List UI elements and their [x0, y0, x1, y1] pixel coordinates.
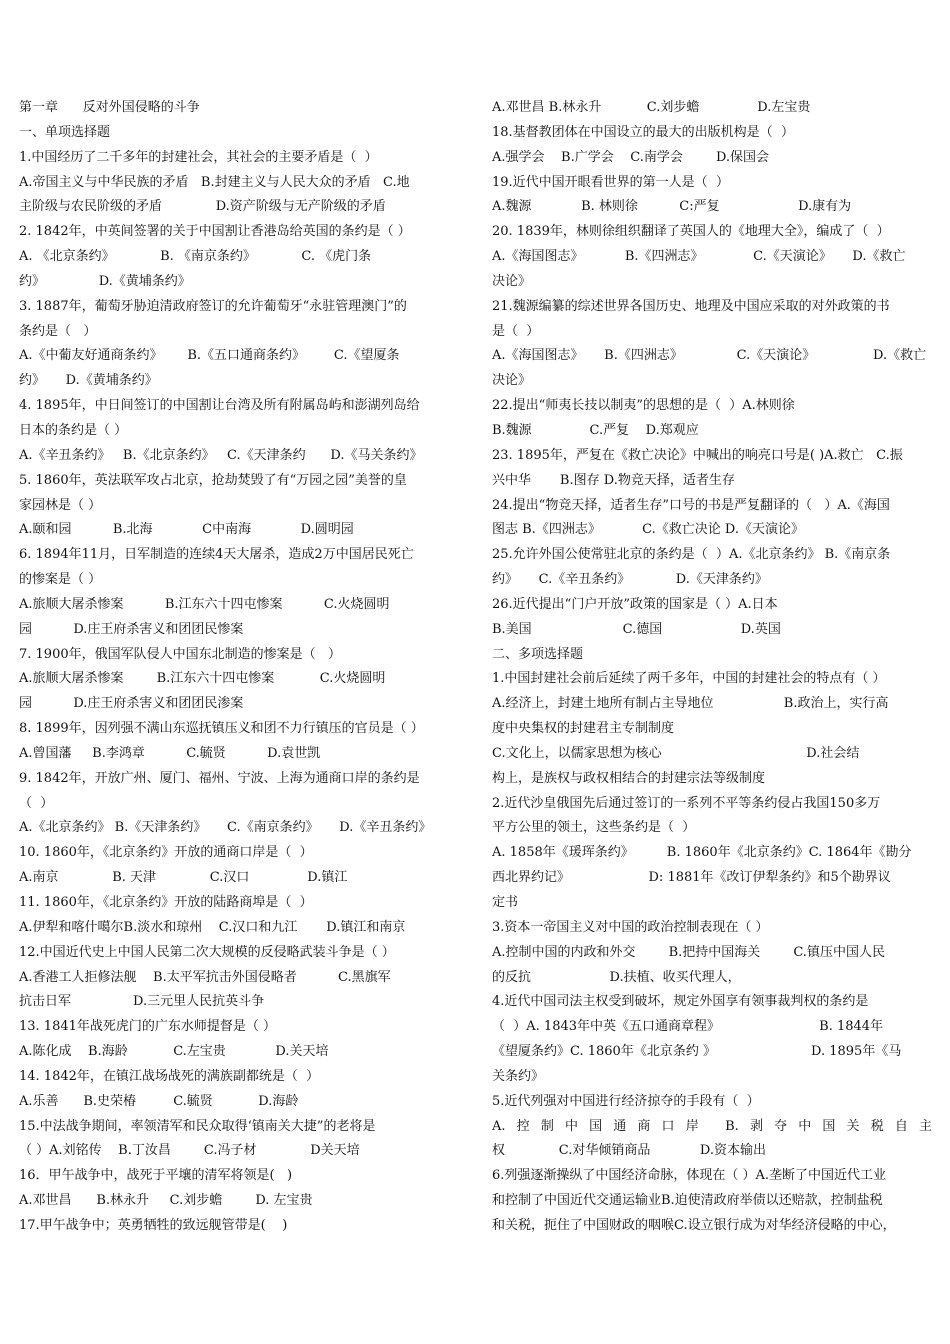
- text-line: A.《北京条约》 B.《天津条约》 C.《南京条约》 D.《辛丑条约》: [19, 820, 432, 836]
- text-line: （ ）A.刘铭传 B.丁汝昌 C.冯子材 D关天培: [19, 1143, 360, 1159]
- text-line: 3. 1887年，葡萄牙胁迫清政府签订的允许葡萄牙“永驻管理澳门”的: [19, 298, 407, 314]
- text-line: 20. 1839年，林则徐组织翻译了英国人的《地理大全》，编成了（ ）: [492, 224, 890, 240]
- text-line: （ ）A. 1843年中英《五口通商章程》 B. 1844年: [492, 1019, 884, 1035]
- text-line: 25.允许外国公使常驻北京的条约是（ ）A.《北京条约》 B.《南京条: [492, 547, 891, 563]
- text-line: 2. 1842年，中英间签署的关于中国割让香港岛给英国的条约是（ ）: [19, 224, 411, 240]
- text-line: 26.近代提出“门户开放”政策的国家是（ ）A.日本: [492, 596, 778, 612]
- text-line: 23. 1895年，严复在《救亡决论》中喊出的响亮口号是( )A.救亡 C.振: [492, 447, 903, 463]
- text-line: A.南京 B. 天津 C.汉口 D.镇江: [19, 870, 348, 886]
- text-line: 22.提出“师夷长技以制夷”的思想的是（ ）A.林则徐: [492, 398, 795, 414]
- text-line: 构上，是族权与政权相结合的封建宗法等级制度: [492, 770, 766, 786]
- text-line: 4.近代中国司法主权受到破坏，规定外国享有领事裁判权的条约是: [492, 994, 869, 1010]
- text-line: A. 《北京条约》 B. 《南京条约》 C. 《虎门条: [19, 249, 372, 265]
- text-line: A.《中葡友好通商条约》 B.《五口通商条约》 C.《望厦条: [19, 348, 400, 364]
- text-line: 15.中法战争期间，率领清军和民众取得‘镇南关大捷”的老将是: [19, 1118, 376, 1134]
- text-line: 关条约》: [492, 1068, 545, 1084]
- text-line: 6.列强逐渐操纵了中国经济命脉，体现在（ ）A.垄断了中国近代工业: [492, 1168, 887, 1184]
- text-line: 19.近代中国开眼看世界的第一人是（ ）: [492, 174, 729, 190]
- text-line: A.香港工人拒修法舰 B.太平军抗击外国侵略者 C.黑旗军: [19, 969, 391, 985]
- text-line: 《望厦条约》C. 1860年《北京条约 》 D. 1895年《马: [492, 1044, 902, 1060]
- text-line: A.帝国主义与中华民族的矛盾 B.封建主义与人民大众的矛盾 C.地: [19, 174, 410, 190]
- text-line: A.曾国藩 B.李鸿章 C.毓贤 D.袁世凯: [19, 745, 321, 761]
- left-column: [19, 96, 463, 1239]
- text-line: 4. 1895年，中日间签订的中国割让台湾及所有附属岛屿和澎湖列岛给: [19, 398, 420, 414]
- text-line: 的反抗 D.扶植、收买代理人，: [492, 969, 741, 985]
- text-line: A.《海国图志》 B.《四洲志》 C.《天演论》 D.《救亡: [492, 249, 906, 265]
- text-line: A.《辛丑条约》 B.《北京条约》 C.《天津条约 D.《马关条约》: [19, 447, 423, 463]
- text-line: 一、单项选择题: [19, 124, 111, 140]
- text-line: A.旅顺大屠杀惨案 B.江东六十四屯惨案 C.火烧圆明: [19, 596, 390, 612]
- text-line: 3.资本一帝国主义对中国的政治控制表现在（ ）: [492, 919, 769, 935]
- text-line: 西北界约记》 D: 1881年《改订伊犁条约》和5个勘界议: [492, 870, 891, 886]
- text-line: 和关税，扼住了中国财政的咽喉C.设立银行成为对华经济侵略的中心，: [492, 1217, 896, 1233]
- text-line: 园 D.庄王府杀害义和团团民渗案: [19, 696, 244, 712]
- text-line: 13. 1841年战死虎门的广东水师提督是（ ）: [19, 1019, 277, 1035]
- text-line: A.伊犁和喀什噶尔B.淡水和琼州 C.汉口和九江 D.镇江和南京: [19, 919, 406, 935]
- text-line: A.邓世昌 B.林永升 C.刘步蟾 D.左宝贵: [492, 100, 811, 115]
- text-line: 24.提出“物竞天择，适者生存”口号的书是严复翻译的（ ）A.《海国: [492, 497, 890, 513]
- text-line: A.邓世昌 B.林永升 C.刘步蟾 D. 左宝贵: [19, 1193, 313, 1209]
- text-line: A.陈化成 B.海龄 C.左宝贵 D.关天培: [19, 1044, 329, 1060]
- text-line: 兴中华 B.图存 D.物竞天择，适者生存: [492, 472, 735, 488]
- text-line: 9. 1842年，开放广州、厦门、福州、宁波、上海为通商口岸的条约是: [19, 770, 420, 786]
- text-line: A.乐善 B.史荣椿 C.毓贤 D.海龄: [19, 1093, 299, 1109]
- text-line: 17.甲午战争中；英勇牺牲的致远舰管带是( ): [19, 1217, 288, 1233]
- text-line: 7. 1900年，俄国军队侵人中国东北制造的惨案是（ ）: [19, 646, 342, 662]
- text-line: 1.中国经历了二千多年的封建社会，其社会的主要矛盾是（ ）: [19, 149, 378, 165]
- text-line: 的惨案是（ ）: [19, 572, 102, 588]
- text-line: （ ）: [19, 795, 54, 811]
- text-line: 图志 B.《四洲志》 C.《救亡决论 D.《天演论》: [492, 522, 804, 538]
- text-line: 12.中国近代史上中国人民第二次大规模的反侵略武装斗争是（ ）: [19, 944, 395, 960]
- text-line: 约》 D.《黄埔条约》: [19, 273, 191, 289]
- text-line: A.控制中国通商口岸 B.剥夺中国关税自主: [492, 1118, 932, 1134]
- text-line: 5. 1860年，英法联军攻占北京，抢劫焚毁了有“万园之园”美誉的皇: [19, 472, 407, 488]
- text-line: A.强学会 B.广学会 C.南学会 D.保国会: [492, 149, 770, 165]
- text-line: A.魏源 B. 林则徐 C:严复 D.康有为: [492, 199, 852, 215]
- text-line: A.《海国图志》 B.《四洲志》 C.《天演论》 D.《救亡: [492, 348, 927, 364]
- text-line: 决论》: [492, 273, 532, 289]
- text-line: A.经济上，封建土地所有制占主导地位 B.政治上，实行高: [492, 696, 889, 712]
- text-line: 第一章 反对外国侵略的斗争: [19, 100, 200, 115]
- text-line: C.文化上，以儒家思想为核心 D.社会结: [492, 745, 860, 761]
- text-line: 二、多项选择题: [492, 646, 584, 662]
- text-line: 决论》: [492, 373, 532, 389]
- text-line: 14. 1842年，在镇江战场战死的满族副都统是（ ）: [19, 1068, 320, 1084]
- text-line: 5.近代列强对中国进行经济掠夺的手段有（ ）: [492, 1093, 760, 1109]
- text-line: 日本的条约是（ ）: [19, 422, 128, 438]
- text-line: 度中央集权的封建君主专制制度: [492, 721, 675, 737]
- text-line: 6. 1894年11月，日军制造的连续4天大屠杀，造成2万中国居民死亡: [19, 547, 414, 563]
- text-line: A. 1858年《瑗珲条约》 B. 1860年《北京条约》C. 1864年《勘分: [492, 845, 912, 861]
- text-line: 1.中国封建社会前后延续了两千多年，中国的封建社会的特点有（ ）: [492, 671, 886, 687]
- text-line: B.美国 C.德国 D.英国: [492, 621, 781, 637]
- right-column: [492, 96, 932, 1239]
- text-line: 主阶级与农民阶级的矛盾 D.资产阶级与无产阶级的矛盾: [19, 199, 386, 215]
- text-line: 权 C.对华倾销商品 D.资本输出: [492, 1143, 767, 1159]
- text-line: 21.魏源编纂的综述世界各国历史、地理及中国应采取的对外政策的书: [492, 298, 890, 314]
- text-line: 园 D.庄王府杀害义和团团民惨案: [19, 621, 244, 637]
- text-line: 是（ ）: [492, 323, 540, 339]
- text-line: B.魏源 C.严复 D.郑观应: [492, 422, 699, 438]
- text-line: 8. 1899年，因列强不满山东巡抚镇压义和团不力行镇压的官员是（ ）: [19, 721, 424, 737]
- text-line: 和控制了中国近代交通运输业B.迫使清政府举债以还赔款，控制盐税: [492, 1193, 883, 1209]
- text-line: 2.近代沙皇俄国先后通过签订的一系列不平等条约侵占我国150多万: [492, 795, 881, 811]
- text-line: 定书: [492, 895, 519, 910]
- text-line: 家园林是（ ）: [19, 497, 102, 513]
- text-line: 11. 1860年，《北京条约》开放的陆路商埠是（ ）: [19, 895, 313, 910]
- text-line: 10. 1860年，《北京条约》开放的通商口岸是（ ）: [19, 845, 313, 861]
- text-line: 约》 C.《辛丑条约》 D.《天津条约》: [492, 572, 768, 588]
- text-line: A.颐和园 B.北海 C中南海 D.圆明园: [19, 522, 354, 538]
- text-line: 平方公里的领土，这些条约是（ ）: [492, 820, 696, 836]
- text-line: 约》 D.《黄埔条约》: [19, 373, 158, 389]
- text-line: 抗击日军 D.三元里人民抗英斗争: [19, 994, 265, 1010]
- text-line: A.旅顺大屠杀惨案 B.江东六十四屯惨案 C.火烧圆明: [19, 671, 386, 687]
- text-line: 16．甲午战争中，战死于平壤的清军将领是( ): [19, 1168, 293, 1184]
- text-line: 18.基督教团体在中国设立的最大的出版机构是（ ）: [492, 124, 794, 140]
- text-line: 条约是（ ）: [19, 323, 97, 339]
- text-line: A.控制中国的内政和外交 B.把持中国海关 C.镇压中国人民: [492, 944, 885, 960]
